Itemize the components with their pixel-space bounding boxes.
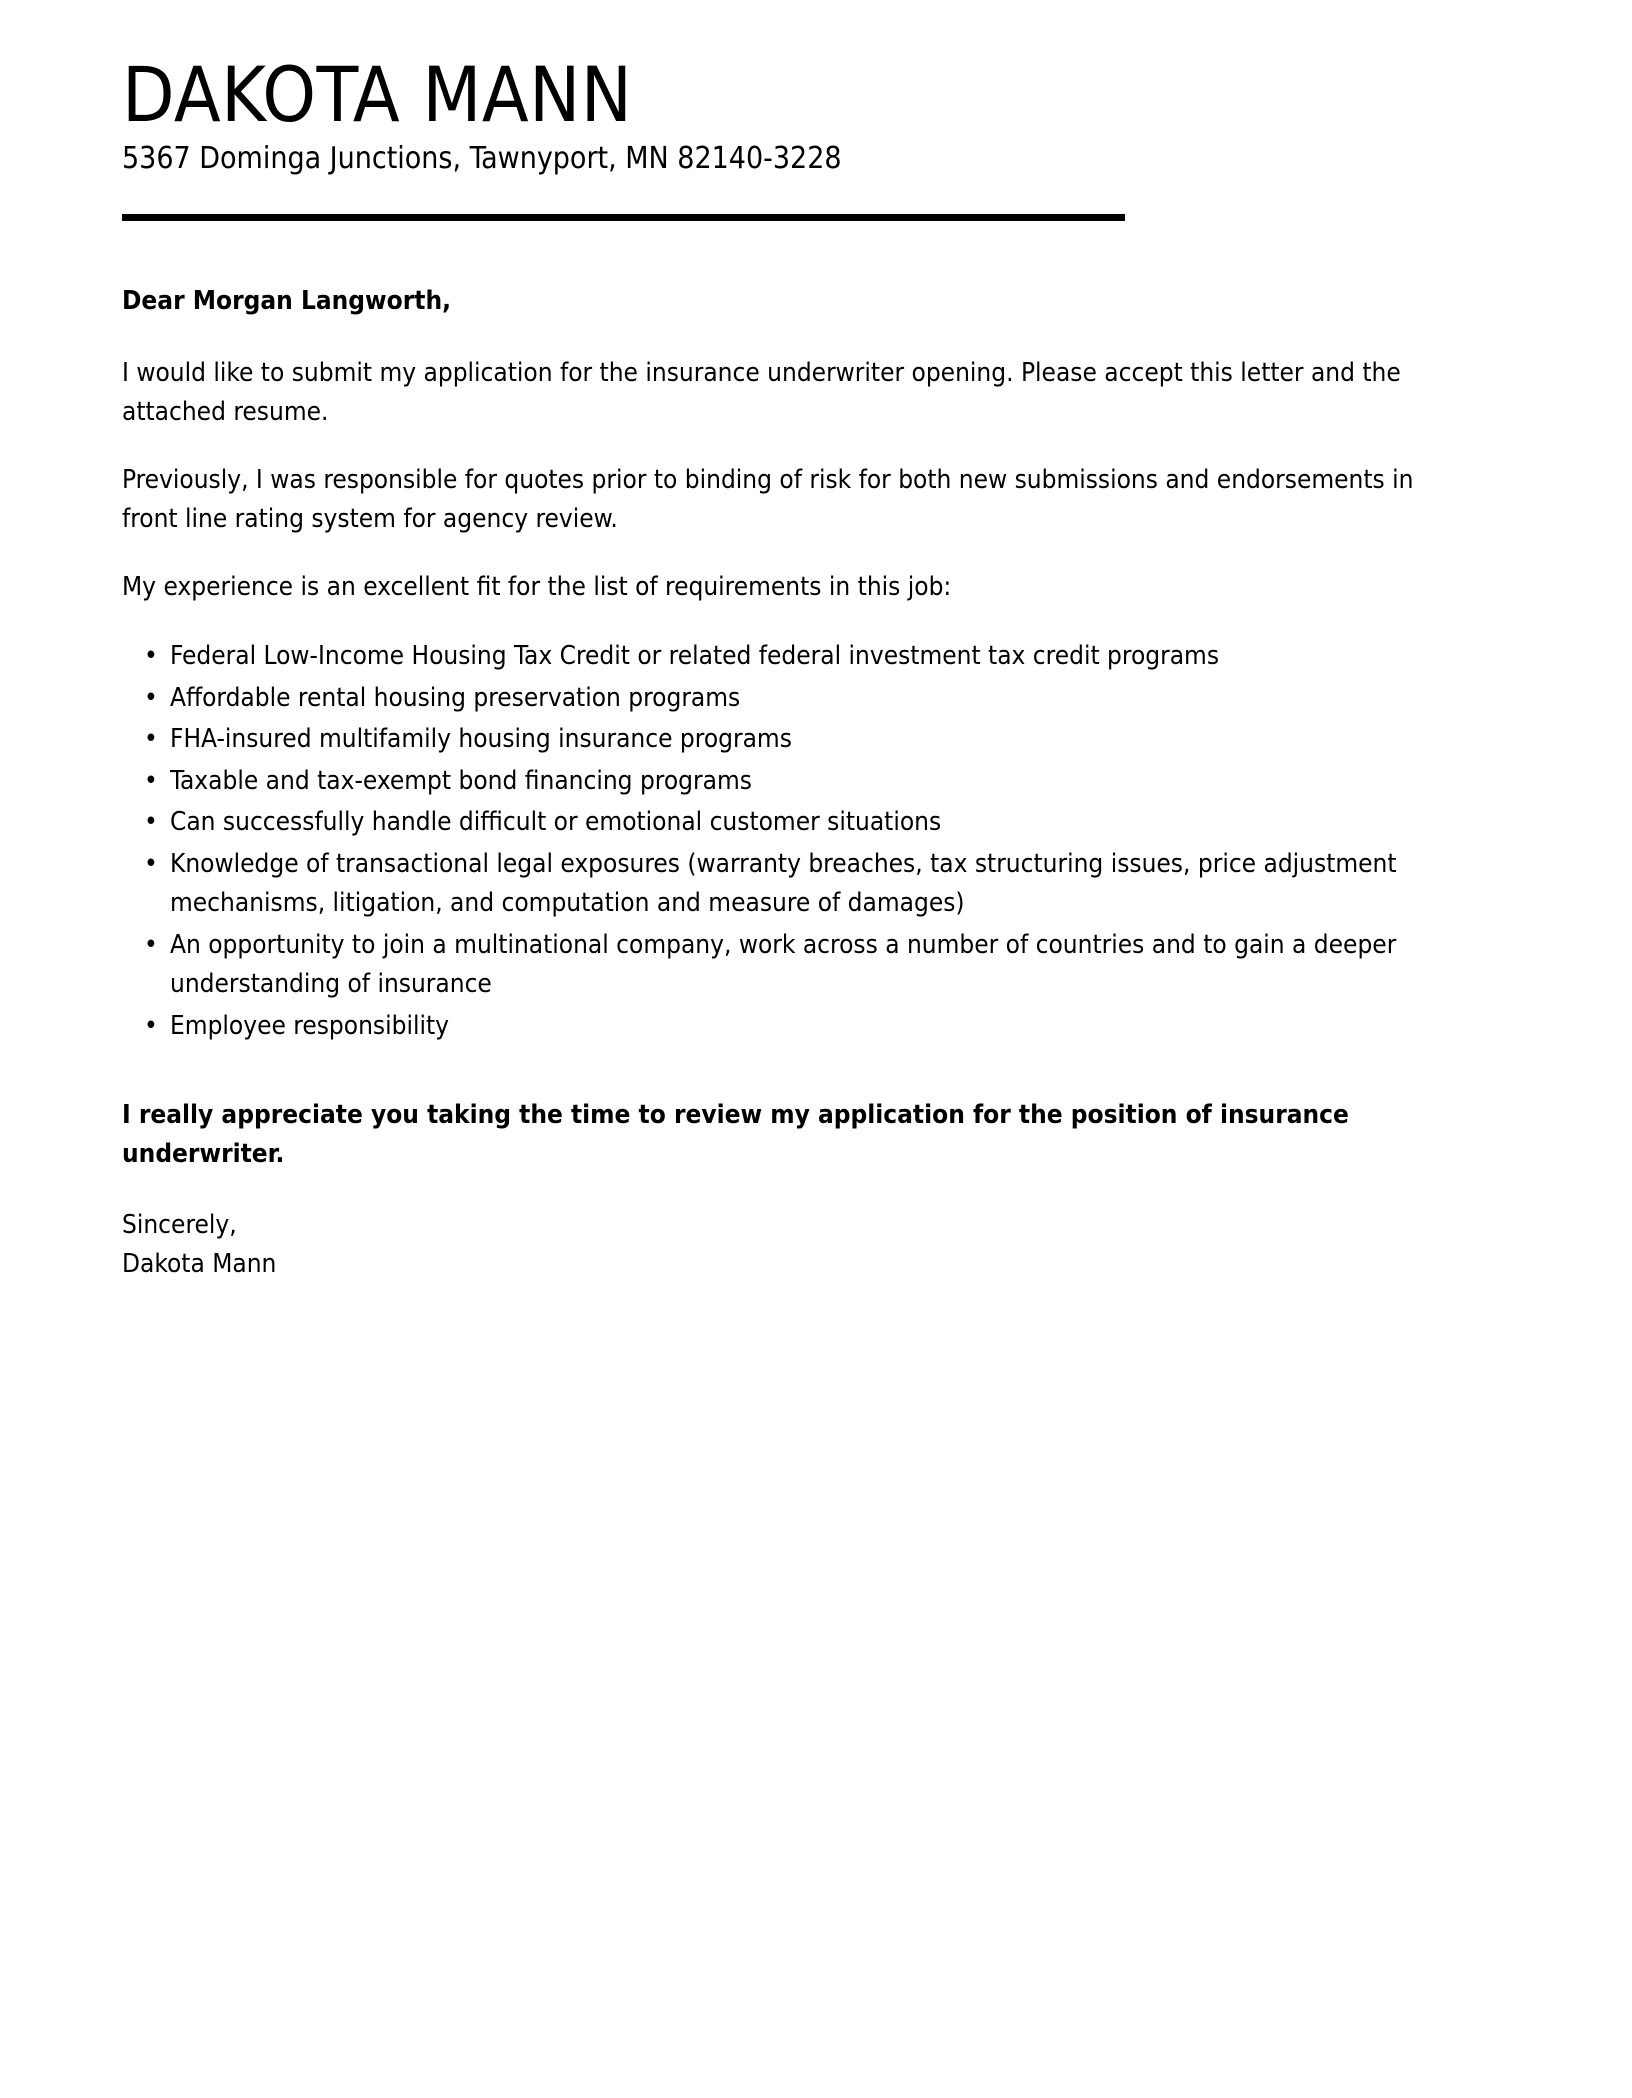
signoff-salutation: Sincerely, [122,1210,237,1241]
header-divider [122,214,1125,221]
letter-paragraph-experience: Previously, I was responsible for quotes prior to binding of risk for both new submissions and endorsements in front line rating system for agency review. [122,464,1414,535]
list-item: • Knowledge of transactional legal exposures (warranty breaches, tax structuring issues, price adjustment mechanisms, litigation, and computation and measure of damages) [122,845,1490,924]
letter-header [122,50,1500,221]
list-item: • Taxable and tax-exempt bond financing programs [122,762,1490,802]
list-item: • Employee responsibility [122,1007,1490,1047]
letter-paragraph-requirements-lead: My experience is an excellent fit for the list of requirements in this job: [122,571,952,602]
list-item: • Federal Low-Income Housing Tax Credit or related federal investment tax credit programs [122,637,1490,677]
signoff-name: Dakota Mann [122,1249,277,1280]
letter-paragraph-intro: I would like to submit my application for the insurance underwriter opening. Please accept this letter and the attached resume. [122,357,1401,428]
requirements-list [122,637,1490,1046]
list-item: • An opportunity to join a multinational company, work across a number of countries and to gain a deeper understanding of insurance [122,926,1490,1005]
list-item: • FHA-insured multifamily housing insurance programs [122,720,1490,760]
letter-closing-statement: I really appreciate you taking the time to review my application for the position of insurance underwriter. [122,1100,1349,1170]
applicant-address: 5367 Dominga Junctions, Tawnyport, MN 82140-3228 [122,140,842,176]
page-title: DAKOTA MANN [122,50,633,139]
letter-signature-block [122,1206,1490,1284]
list-item: • Can successfully handle difficult or emotional customer situations [122,803,1490,843]
letter-content [122,283,1500,1284]
letter-greeting: Dear Morgan Langworth, [122,286,451,317]
list-item: • Affordable rental housing preservation programs [122,679,1490,719]
